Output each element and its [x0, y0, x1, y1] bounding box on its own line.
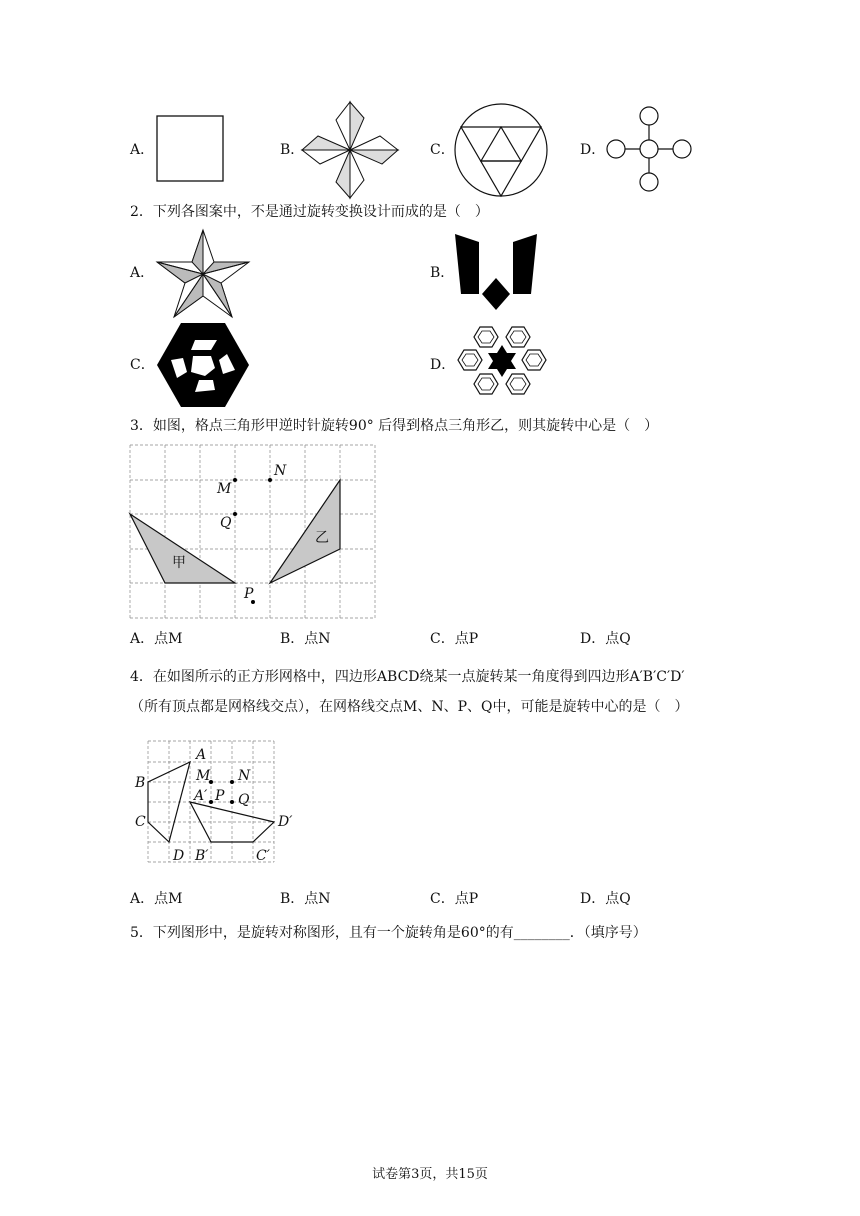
q4-label-p: P [215, 788, 225, 804]
q3-label-m: M [217, 481, 232, 497]
q5-stem: 5．下列图形中，是旋转对称图形，且有一个旋转角是60°的有________．（填序号） [130, 925, 647, 941]
q3-label-p: P [244, 586, 254, 602]
q3-label-n: N [274, 463, 287, 479]
q4-label-m: M [196, 768, 211, 784]
q1-option-b-label: B． [280, 142, 305, 158]
q2-option-c-label: C． [130, 357, 155, 373]
q4-label-q: Q [238, 792, 250, 808]
q4-label-c: C [135, 814, 146, 830]
q3-label-jia: 甲 [172, 555, 186, 571]
q2-option-b-label: B． [430, 265, 455, 281]
hexagons-star-figure [453, 322, 551, 400]
q3-label-yi: 乙 [315, 530, 329, 546]
q4-label-c-prime: C′ [256, 848, 270, 864]
q1-option-d-label: D． [580, 142, 606, 158]
q4-label-n: N [238, 768, 251, 784]
q3-option-d: D．点Q [580, 631, 631, 647]
q4-label-b-prime: B′ [195, 848, 209, 864]
q2-stem: 2．下列各图案中，不是通过旋转变换设计而成的是（ ） [130, 204, 489, 220]
q4-label-b: B [135, 775, 146, 791]
pinwheel-figure [302, 102, 398, 198]
q3-label-q: Q [220, 515, 232, 531]
q3-grid-figure [130, 444, 378, 622]
q1-option-c-label: C． [430, 142, 455, 158]
w-shape-figure [453, 232, 539, 312]
q4-option-a: A．点M [130, 891, 183, 907]
q4-label-d: D [173, 848, 185, 864]
q3-option-c: C．点P [430, 631, 479, 647]
page-footer: 试卷第3页，共15页 [372, 1167, 488, 1182]
q4-label-a: A [196, 747, 207, 763]
q4-option-d: D．点Q [580, 891, 631, 907]
q3-stem: 3．如图，格点三角形甲逆时针旋转90° 后得到格点三角形乙，则其旋转中心是（ ） [130, 418, 659, 434]
circle-triangle-figure [454, 103, 548, 197]
q2-option-d-label: D． [430, 357, 456, 373]
q4-label-a-prime: A′ [194, 788, 208, 804]
q2-option-a-label: A． [130, 265, 155, 281]
q4-label-d-prime: D′ [278, 814, 293, 830]
q3-option-b: B．点N [280, 631, 331, 647]
square-figure [156, 115, 226, 183]
q4-stem-line1: 4．在如图所示的正方形网格中，四边形ABCD绕某一点旋转某一角度得到四边形A′B′C′D′ [130, 669, 685, 685]
q4-option-b: B．点N [280, 891, 331, 907]
cross-circles-figure [606, 106, 694, 192]
q4-option-c: C．点P [430, 891, 479, 907]
q3-option-a: A．点M [130, 631, 183, 647]
hex-swirl-figure [155, 322, 251, 408]
q1-option-a-label: A． [130, 142, 155, 158]
star-figure [155, 228, 251, 320]
q4-stem-line2: （所有顶点都是网格线交点），在网格线交点M、N、P、Q中，可能是旋转中心的是（ ） [130, 699, 689, 715]
